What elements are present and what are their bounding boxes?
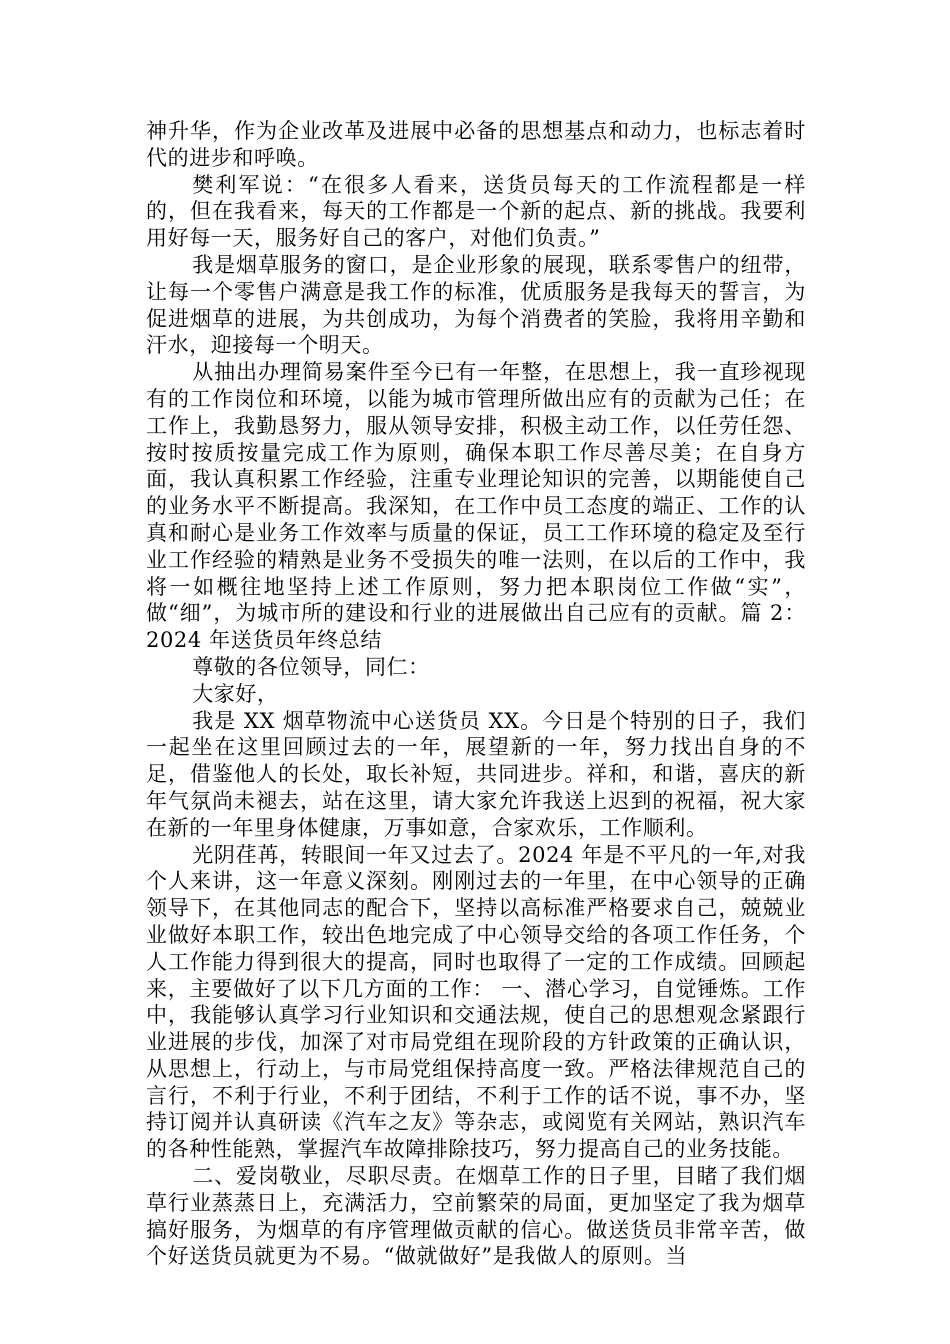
paragraph: 我是烟草服务的窗口，是企业形象的展现，联系零售户的纽带，让每一个零售户满意是我工作的标准，优质服务是我每天的誓言，为促进烟草的进展，为共创成功，为每个消费者的笑脸，我将用辛勤和汗水，迎接每一个明天。 <box>146 252 806 358</box>
paragraph: 我是 XX 烟草物流中心送货员 XX。今日是个特别的日子，我们一起坐在这里回顾过去的一年，展望新的一年，努力找出自身的不足，借鉴他人的长处，取长补短，共同进步。祥和，和谐，喜庆的新年气氛尚未褪去，站在这里，请大家允许我送上迟到的祝福，祝大家在新的一年里身体健康，万事如意，合家欢乐，工作顺利。 <box>146 708 806 840</box>
paragraph: 光阴荏苒，转眼间一年又过去了。2024 年是不平凡的一年,对我个人来讲，这一年意义深刻。刚刚过去的一年里，在中心领导的正确领导下，在其他同志的配合下，坚持以高标准严格要求自己，兢兢业业做好本职工作，较出色地完成了中心领导交给的各项工作任务，个人工作能力得到很大的提高，同时也取得了一定的工作成绩。回顾起来，主要做好了以下几方面的工作： 一、潜心学习，自觉锤炼。工作中，我能够认真学习行业知识和交通法规，使自己的思想观念紧跟行业进展的步伐，加深了对市局党组在现阶段的方针政策的正确认识，从思想上，行动上，与市局党组保持高度一致。严格法律规范自己的言行，不利于行业，不利于团结，不利于工作的话不说，事不办，坚持订阅并认真研读《汽车之友》等杂志，或阅览有关网站，熟识汽车的各种性能熟，掌握汽车故障排除技巧，努力提高自己的业务技能。 <box>146 842 806 1162</box>
paragraph: 神升华，作为企业改革及进展中必备的思想基点和动力，也标志着时代的进步和呼唤。 <box>146 119 806 170</box>
greeting-line: 尊敬的各位领导，同仁： <box>192 654 430 679</box>
paragraph: 从抽出办理简易案件至今已有一年整，在思想上，我一直珍视现有的工作岗位和环境，以能为城市管理所做出应有的贡献为己任；在工作上，我勤恳努力，服从领导安排，积极主动工作，以任劳任怨、按时按质按量完成工作为原则，确保本职工作尽善尽美；在自身方面，我认真积累工作经验，注重专业理论知识的完善，以期能使自己的业务水平不断提高。我深知，在工作中员工态度的端正、工作的认真和耐心是业务工作效率与质量的保证，员工工作环境的稳定及至行业工作经验的精熟是业务不受损失的唯一法则，在以后的工作中，我将一如概往地坚持上述工作原则，努力把本职岗位工作做“实”，做“细”，为城市所的建设和行业的进展做出自己应有的贡献。篇 2：2024 年送货员年终总结 <box>146 360 806 653</box>
paragraph: 二、爱岗敬业，尽职尽责。在烟草工作的日子里，目睹了我们烟草行业蒸蒸日上，充满活力，空前繁荣的局面，更加坚定了我为烟草搞好服务，为烟草的有序管理做贡献的信心。做送货员非常辛苦，做个好送货员就更为不易。“做就做好”是我做人的原则。当 <box>146 1164 806 1269</box>
paragraph: 樊利军说：“在很多人看来，送货员每天的工作流程都是一样的，但在我看来，每天的工作都是一个新的起点、新的挑战。我要利用好每一天，服务好自己的客户，对他们负责。” <box>146 172 806 251</box>
document-page <box>146 118 806 1270</box>
greeting-line: 大家好， <box>192 681 279 706</box>
